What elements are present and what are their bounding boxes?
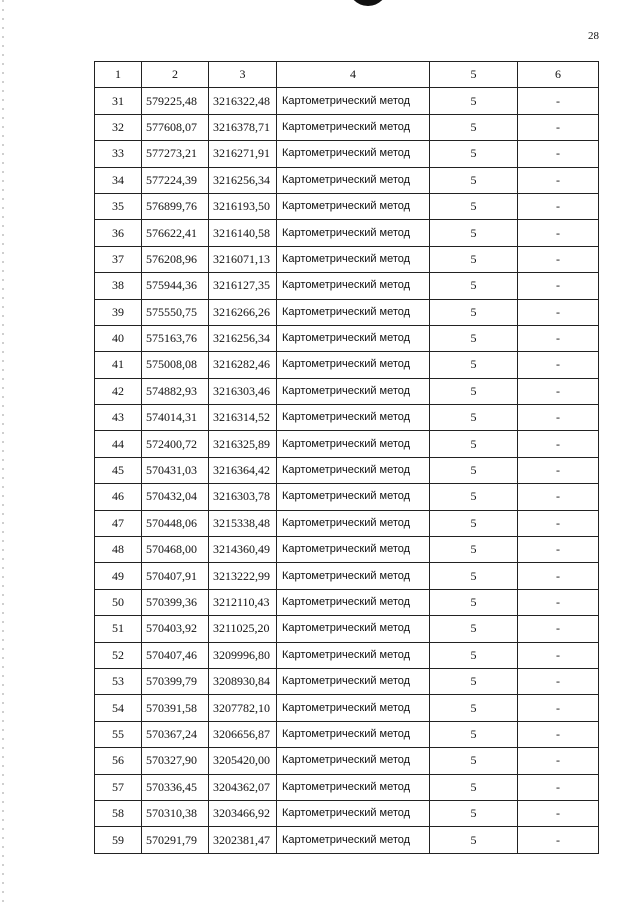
cell-method: Картометрический метод <box>277 695 430 721</box>
cell-coord-y: 3216140,58 <box>209 220 277 246</box>
table-row <box>95 748 599 774</box>
cell-point-number: 55 <box>95 721 142 747</box>
cell-coord-y: 3206656,87 <box>209 721 277 747</box>
table-row <box>95 563 599 589</box>
cell-point-number: 56 <box>95 748 142 774</box>
cell-accuracy: 5 <box>430 695 518 721</box>
cell-note: - <box>518 141 599 167</box>
cell-coord-x: 570431,03 <box>142 457 209 483</box>
cell-coord-y: 3209996,80 <box>209 642 277 668</box>
cell-method: Картометрический метод <box>277 800 430 826</box>
header-col-1: 1 <box>95 62 142 88</box>
table-row <box>95 484 599 510</box>
cell-note: - <box>518 299 599 325</box>
table-row <box>95 431 599 457</box>
cell-note: - <box>518 114 599 140</box>
cell-coord-x: 570291,79 <box>142 827 209 853</box>
cell-accuracy: 5 <box>430 167 518 193</box>
cell-accuracy: 5 <box>430 378 518 404</box>
table-header-row <box>95 62 599 88</box>
cell-coord-y: 3202381,47 <box>209 827 277 853</box>
cell-note: - <box>518 405 599 431</box>
cell-coord-x: 570327,90 <box>142 748 209 774</box>
cell-note: - <box>518 589 599 615</box>
cell-coord-y: 3216071,13 <box>209 246 277 272</box>
cell-note: - <box>518 537 599 563</box>
cell-method: Картометрический метод <box>277 827 430 853</box>
cell-point-number: 39 <box>95 299 142 325</box>
cell-point-number: 33 <box>95 141 142 167</box>
cell-method: Картометрический метод <box>277 325 430 351</box>
table-row <box>95 167 599 193</box>
cell-coord-x: 570403,92 <box>142 616 209 642</box>
cell-coord-x: 575944,36 <box>142 273 209 299</box>
cell-method: Картометрический метод <box>277 537 430 563</box>
cell-method: Картометрический метод <box>277 88 430 114</box>
cell-accuracy: 5 <box>430 193 518 219</box>
cell-accuracy: 5 <box>430 774 518 800</box>
cell-point-number: 36 <box>95 220 142 246</box>
cell-coord-y: 3205420,00 <box>209 748 277 774</box>
table-row <box>95 510 599 536</box>
cell-note: - <box>518 457 599 483</box>
cell-note: - <box>518 246 599 272</box>
cell-coord-x: 576208,96 <box>142 246 209 272</box>
cell-point-number: 31 <box>95 88 142 114</box>
table-row <box>95 378 599 404</box>
cell-coord-x: 575550,75 <box>142 299 209 325</box>
cell-point-number: 47 <box>95 510 142 536</box>
cell-accuracy: 5 <box>430 431 518 457</box>
cell-note: - <box>518 220 599 246</box>
cell-coord-x: 570399,36 <box>142 589 209 615</box>
cell-coord-y: 3211025,20 <box>209 616 277 642</box>
cell-coord-y: 3216127,35 <box>209 273 277 299</box>
cell-coord-y: 3216282,46 <box>209 352 277 378</box>
cell-coord-y: 3216314,52 <box>209 405 277 431</box>
cell-point-number: 49 <box>95 563 142 589</box>
cell-coord-x: 579225,48 <box>142 88 209 114</box>
cell-coord-x: 570336,45 <box>142 774 209 800</box>
cell-accuracy: 5 <box>430 589 518 615</box>
header-col-2: 2 <box>142 62 209 88</box>
cell-coord-x: 574014,31 <box>142 405 209 431</box>
cell-note: - <box>518 642 599 668</box>
cell-method: Картометрический метод <box>277 352 430 378</box>
table-row <box>95 405 599 431</box>
cell-point-number: 34 <box>95 167 142 193</box>
table-row <box>95 642 599 668</box>
cell-note: - <box>518 774 599 800</box>
cell-coord-x: 570407,46 <box>142 642 209 668</box>
cell-coord-x: 572400,72 <box>142 431 209 457</box>
cell-note: - <box>518 193 599 219</box>
table-row <box>95 114 599 140</box>
cell-method: Картометрический метод <box>277 431 430 457</box>
cell-note: - <box>518 484 599 510</box>
cell-accuracy: 5 <box>430 141 518 167</box>
coordinates-table <box>94 61 599 854</box>
cell-point-number: 57 <box>95 774 142 800</box>
cell-accuracy: 5 <box>430 510 518 536</box>
cell-point-number: 58 <box>95 800 142 826</box>
scan-binding-mark <box>348 0 388 6</box>
cell-point-number: 38 <box>95 273 142 299</box>
header-col-4: 4 <box>277 62 430 88</box>
table-row <box>95 800 599 826</box>
cell-coord-y: 3216322,48 <box>209 88 277 114</box>
cell-coord-x: 575163,76 <box>142 325 209 351</box>
cell-coord-x: 577224,39 <box>142 167 209 193</box>
cell-accuracy: 5 <box>430 642 518 668</box>
cell-method: Картометрический метод <box>277 748 430 774</box>
cell-coord-y: 3216378,71 <box>209 114 277 140</box>
cell-coord-x: 570310,38 <box>142 800 209 826</box>
cell-note: - <box>518 352 599 378</box>
table-row <box>95 141 599 167</box>
cell-method: Картометрический метод <box>277 167 430 193</box>
page-number: 28 <box>588 30 599 42</box>
cell-method: Картометрический метод <box>277 457 430 483</box>
cell-coord-x: 576899,76 <box>142 193 209 219</box>
table-row <box>95 88 599 114</box>
cell-point-number: 35 <box>95 193 142 219</box>
cell-accuracy: 5 <box>430 457 518 483</box>
cell-accuracy: 5 <box>430 721 518 747</box>
cell-point-number: 43 <box>95 405 142 431</box>
cell-accuracy: 5 <box>430 299 518 325</box>
cell-note: - <box>518 273 599 299</box>
table-row <box>95 220 599 246</box>
cell-coord-y: 3212110,43 <box>209 589 277 615</box>
cell-method: Картометрический метод <box>277 141 430 167</box>
cell-note: - <box>518 695 599 721</box>
cell-method: Картометрический метод <box>277 642 430 668</box>
cell-accuracy: 5 <box>430 748 518 774</box>
table-row <box>95 668 599 694</box>
cell-point-number: 41 <box>95 352 142 378</box>
cell-coord-x: 570468,00 <box>142 537 209 563</box>
table-row <box>95 774 599 800</box>
cell-coord-y: 3213222,99 <box>209 563 277 589</box>
cell-point-number: 42 <box>95 378 142 404</box>
cell-accuracy: 5 <box>430 616 518 642</box>
cell-accuracy: 5 <box>430 114 518 140</box>
cell-accuracy: 5 <box>430 325 518 351</box>
cell-point-number: 40 <box>95 325 142 351</box>
cell-method: Картометрический метод <box>277 668 430 694</box>
cell-accuracy: 5 <box>430 668 518 694</box>
cell-method: Картометрический метод <box>277 721 430 747</box>
cell-accuracy: 5 <box>430 273 518 299</box>
cell-coord-y: 3216266,26 <box>209 299 277 325</box>
table-row <box>95 193 599 219</box>
cell-note: - <box>518 510 599 536</box>
cell-note: - <box>518 668 599 694</box>
cell-point-number: 37 <box>95 246 142 272</box>
cell-method: Картометрический метод <box>277 563 430 589</box>
table-row <box>95 695 599 721</box>
cell-point-number: 59 <box>95 827 142 853</box>
cell-coord-x: 577273,21 <box>142 141 209 167</box>
table-row <box>95 537 599 563</box>
cell-accuracy: 5 <box>430 484 518 510</box>
cell-note: - <box>518 827 599 853</box>
table-row <box>95 246 599 272</box>
cell-method: Картометрический метод <box>277 273 430 299</box>
cell-method: Картометрический метод <box>277 774 430 800</box>
cell-method: Картометрический метод <box>277 220 430 246</box>
cell-coord-y: 3216364,42 <box>209 457 277 483</box>
cell-note: - <box>518 748 599 774</box>
cell-accuracy: 5 <box>430 827 518 853</box>
cell-coord-y: 3214360,49 <box>209 537 277 563</box>
cell-point-number: 53 <box>95 668 142 694</box>
table-row <box>95 616 599 642</box>
cell-method: Картометрический метод <box>277 616 430 642</box>
cell-coord-x: 570367,24 <box>142 721 209 747</box>
cell-note: - <box>518 88 599 114</box>
cell-point-number: 52 <box>95 642 142 668</box>
cell-accuracy: 5 <box>430 220 518 246</box>
cell-accuracy: 5 <box>430 537 518 563</box>
cell-method: Картометрический метод <box>277 589 430 615</box>
cell-coord-x: 574882,93 <box>142 378 209 404</box>
cell-point-number: 51 <box>95 616 142 642</box>
cell-coord-x: 570448,06 <box>142 510 209 536</box>
cell-coord-y: 3216256,34 <box>209 325 277 351</box>
cell-coord-y: 3208930,84 <box>209 668 277 694</box>
cell-method: Картометрический метод <box>277 484 430 510</box>
cell-coord-x: 570407,91 <box>142 563 209 589</box>
cell-method: Картометрический метод <box>277 510 430 536</box>
cell-method: Картометрический метод <box>277 405 430 431</box>
table-row <box>95 457 599 483</box>
cell-coord-y: 3216303,46 <box>209 378 277 404</box>
cell-note: - <box>518 431 599 457</box>
cell-coord-y: 3216303,78 <box>209 484 277 510</box>
cell-coord-x: 570391,58 <box>142 695 209 721</box>
cell-method: Картометрический метод <box>277 378 430 404</box>
table-row <box>95 325 599 351</box>
cell-note: - <box>518 616 599 642</box>
cell-coord-y: 3204362,07 <box>209 774 277 800</box>
cell-coord-x: 570432,04 <box>142 484 209 510</box>
cell-point-number: 50 <box>95 589 142 615</box>
table-row <box>95 352 599 378</box>
cell-method: Картометрический метод <box>277 299 430 325</box>
table-row <box>95 589 599 615</box>
cell-coord-y: 3216193,50 <box>209 193 277 219</box>
cell-coord-x: 577608,07 <box>142 114 209 140</box>
cell-note: - <box>518 325 599 351</box>
cell-note: - <box>518 721 599 747</box>
scan-edge-dots <box>2 0 4 905</box>
cell-coord-x: 570399,79 <box>142 668 209 694</box>
cell-accuracy: 5 <box>430 88 518 114</box>
cell-coord-y: 3216256,34 <box>209 167 277 193</box>
cell-note: - <box>518 563 599 589</box>
cell-method: Картометрический метод <box>277 193 430 219</box>
header-col-5: 5 <box>430 62 518 88</box>
cell-point-number: 46 <box>95 484 142 510</box>
cell-coord-x: 575008,08 <box>142 352 209 378</box>
cell-accuracy: 5 <box>430 246 518 272</box>
cell-coord-x: 576622,41 <box>142 220 209 246</box>
cell-point-number: 45 <box>95 457 142 483</box>
cell-point-number: 32 <box>95 114 142 140</box>
cell-coord-y: 3207782,10 <box>209 695 277 721</box>
cell-accuracy: 5 <box>430 352 518 378</box>
cell-point-number: 44 <box>95 431 142 457</box>
table-row <box>95 721 599 747</box>
header-col-6: 6 <box>518 62 599 88</box>
header-col-3: 3 <box>209 62 277 88</box>
cell-accuracy: 5 <box>430 800 518 826</box>
table-body <box>95 88 599 853</box>
cell-note: - <box>518 800 599 826</box>
cell-method: Картометрический метод <box>277 246 430 272</box>
cell-coord-y: 3215338,48 <box>209 510 277 536</box>
cell-coord-y: 3216325,89 <box>209 431 277 457</box>
cell-method: Картометрический метод <box>277 114 430 140</box>
table-row <box>95 299 599 325</box>
cell-note: - <box>518 167 599 193</box>
cell-accuracy: 5 <box>430 563 518 589</box>
cell-coord-y: 3216271,91 <box>209 141 277 167</box>
table-row <box>95 827 599 853</box>
cell-point-number: 48 <box>95 537 142 563</box>
table-row <box>95 273 599 299</box>
cell-accuracy: 5 <box>430 405 518 431</box>
cell-note: - <box>518 378 599 404</box>
cell-coord-y: 3203466,92 <box>209 800 277 826</box>
cell-point-number: 54 <box>95 695 142 721</box>
